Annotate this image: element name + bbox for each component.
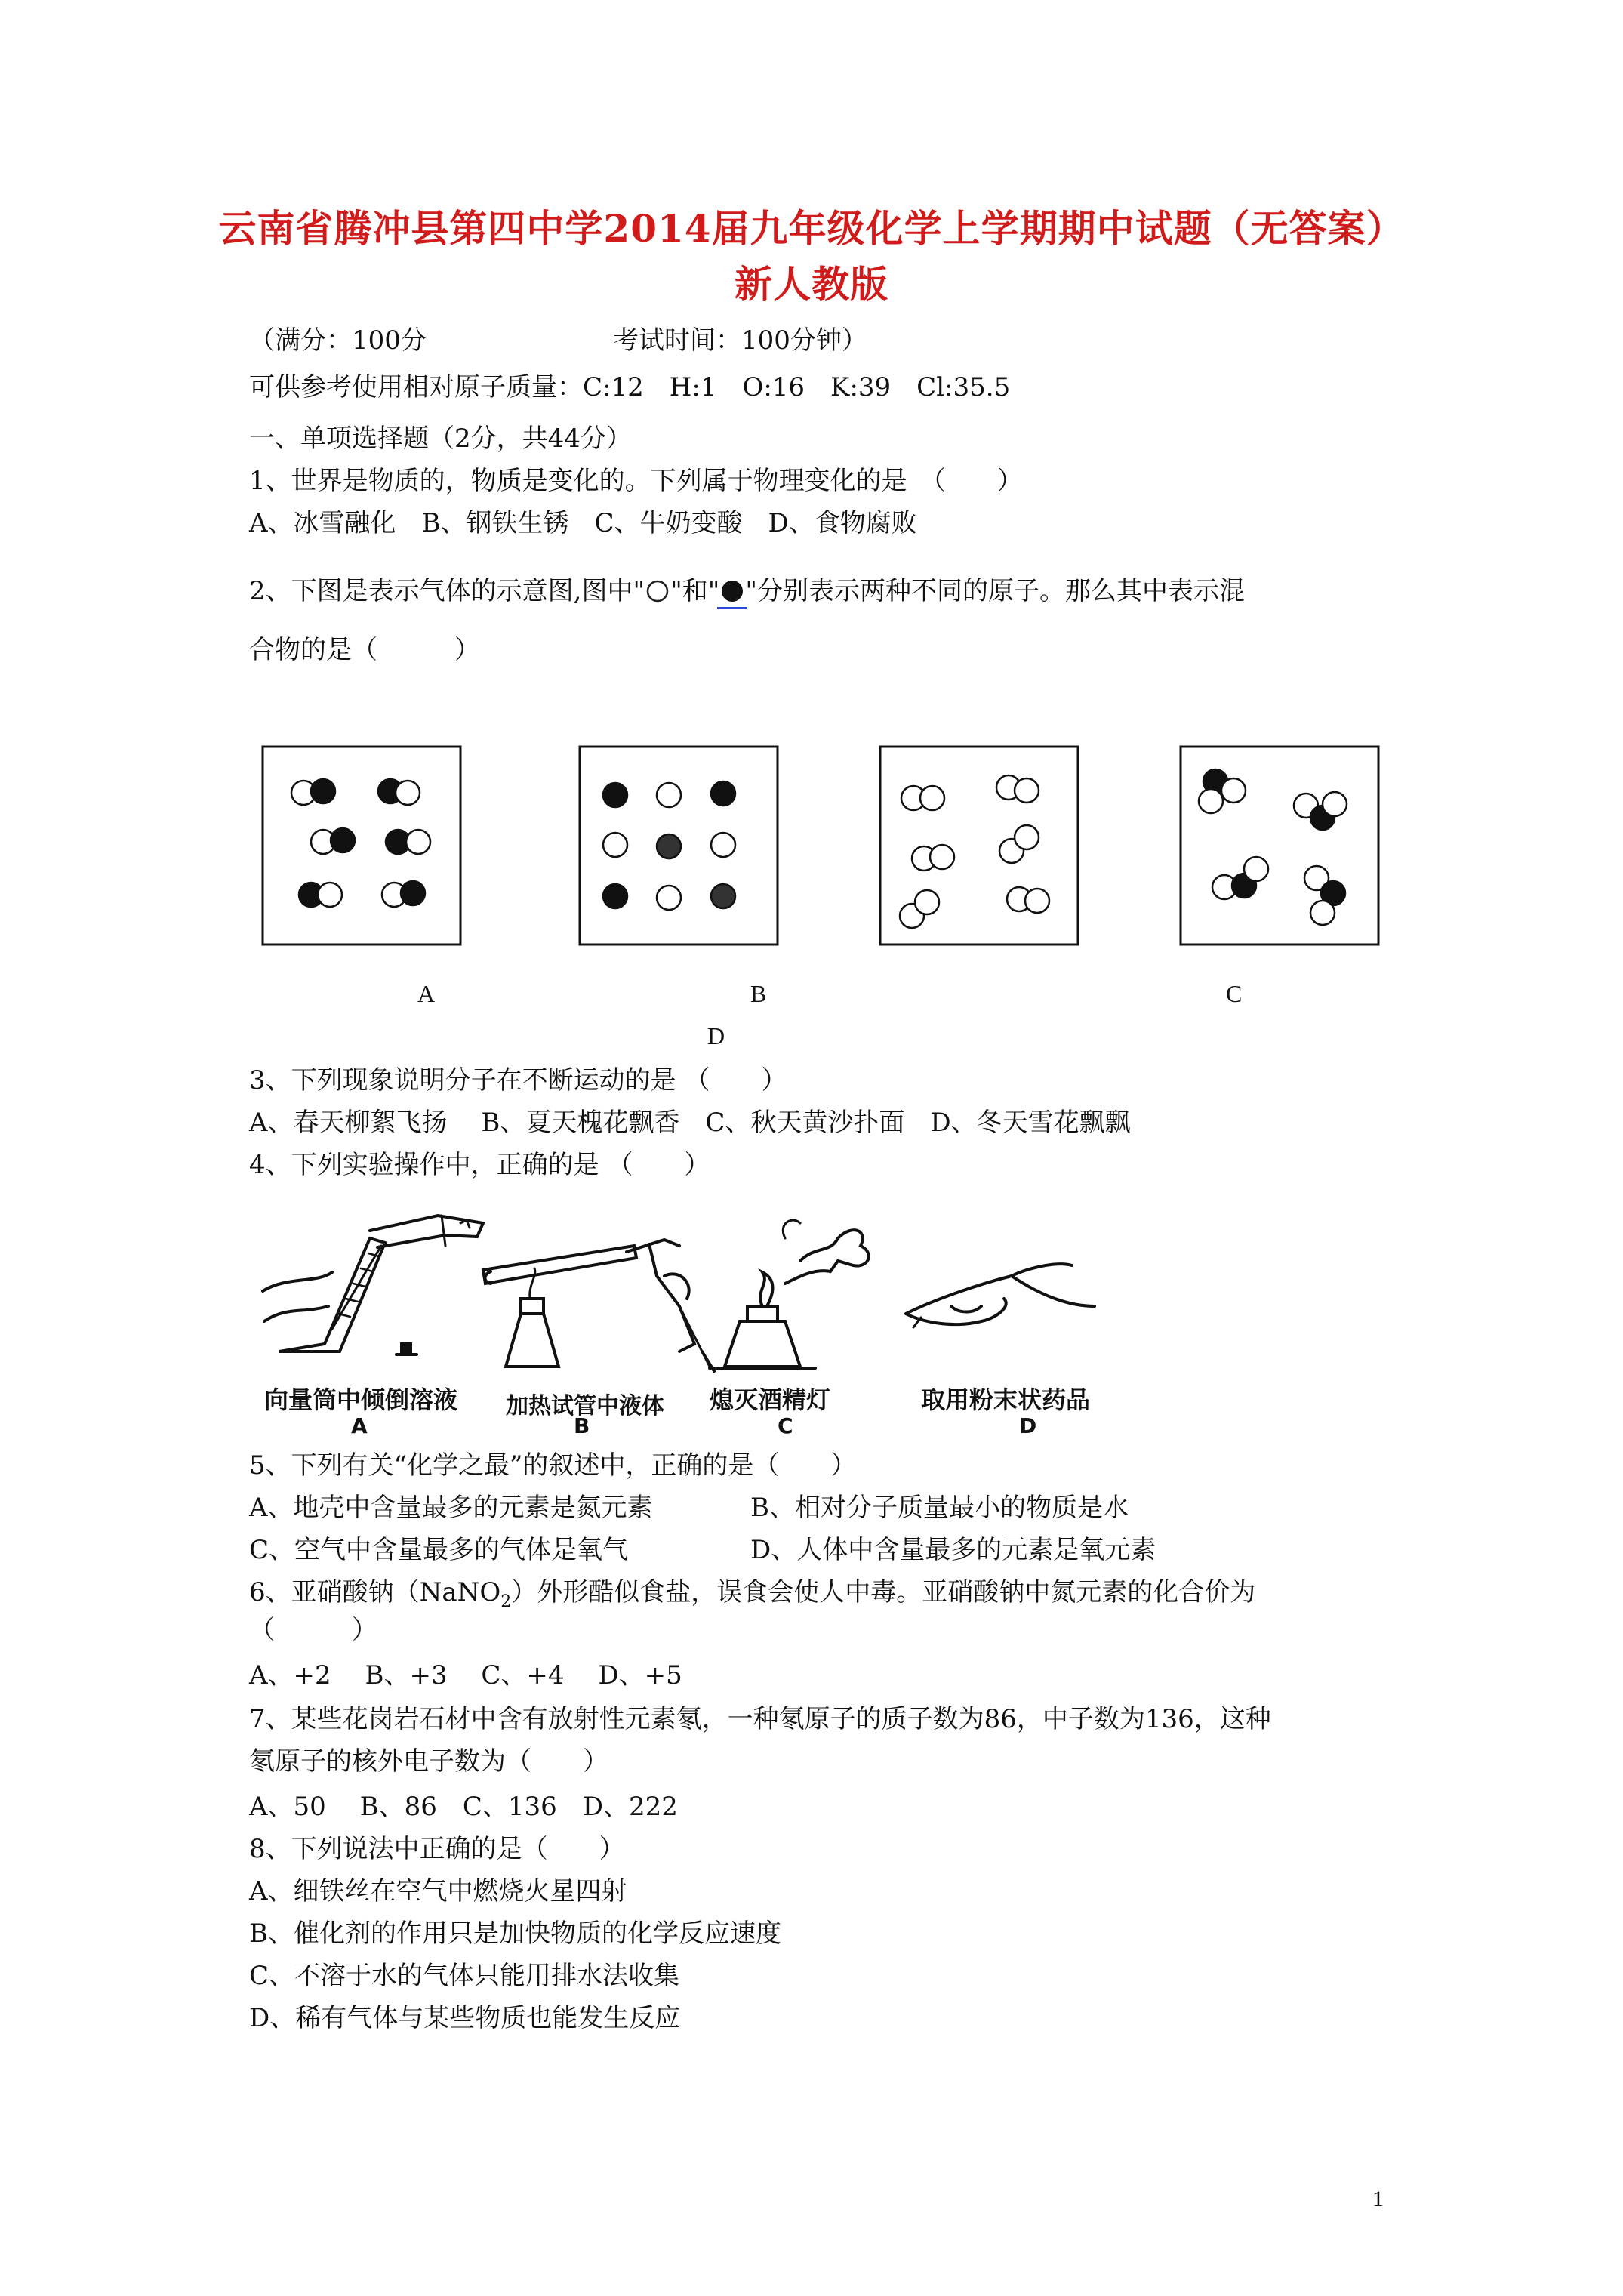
molecule-box-b — [580, 747, 778, 945]
q7-options: A、50 B、86 C、136 D、222 — [249, 1792, 678, 1822]
q5-option-a: A、地壳中含量最多的元素是氮元素 — [249, 1493, 653, 1523]
q7-stem-line2: 氡原子的核外电子数为（ ） — [249, 1746, 608, 1777]
q8-stem: 8、下列说法中正确的是（ ） — [249, 1834, 625, 1864]
exam-time: 考试时间：100分钟） — [613, 325, 867, 356]
q1-stem: 1、世界是物质的，物质是变化的。下列属于物理变化的是 （ ） — [249, 466, 1023, 496]
q5-stem: 5、下列有关“化学之最”的叙述中，正确的是（ ） — [249, 1450, 857, 1481]
q6-subscript: 2 — [500, 1592, 512, 1611]
q6-stem-line2: （ ） — [249, 1615, 377, 1645]
q2-stem-part2: "和" — [670, 576, 720, 606]
letter-a: A — [351, 1413, 368, 1435]
exam-subtitle: 新人教版 — [735, 262, 888, 307]
q3-stem: 3、下列现象说明分子在不断运动的是 （ ） — [249, 1065, 787, 1096]
page-number: 1 — [1372, 2187, 1384, 2211]
white-atom-icon — [645, 580, 670, 606]
q2-stem-part1: 2、下图是表示气体的示意图,图中" — [249, 576, 645, 606]
q3-options: A、春天柳絮飞扬 B、夏天槐花飘香 C、秋天黄沙扑面 D、冬天雪花飘飘 — [249, 1108, 1131, 1138]
molecule-box-d — [1181, 747, 1378, 945]
figure-label-c: C — [1226, 980, 1243, 1007]
q6-stem-part2: ）外形酷似食盐，误食会使人中毒。亚硝酸钠中氮元素的化合价为 — [511, 1577, 1256, 1607]
q8-option-a: A、细铁丝在空气中燃烧火星四射 — [249, 1876, 627, 1906]
letter-b: B — [574, 1413, 590, 1435]
q7-stem-line1: 7、某些花岗岩石材中含有放射性元素氡，一种氡原子的质子数为86，中子数为136，这种 — [249, 1704, 1271, 1734]
q8-option-d: D、稀有气体与某些物质也能发生反应 — [249, 2003, 681, 2033]
q5-option-b: B、相对分子质量最小的物质是水 — [750, 1493, 1129, 1523]
molecule-box-c — [880, 747, 1078, 945]
caption-d: 取用粉末状药品 — [921, 1385, 1091, 1414]
hand-powder-drawing — [906, 1264, 1095, 1327]
q6-stem — [249, 1575, 1255, 1620]
caption-c: 熄灭酒精灯 — [710, 1385, 831, 1414]
q1-options: A、冰雪融化 B、钢铁生锈 C、牛奶变酸 D、食物腐败 — [249, 508, 917, 538]
caption-b: 加热试管中液体 — [506, 1393, 664, 1419]
q5-option-c: C、空气中含量最多的气体是氧气 — [249, 1535, 629, 1565]
letter-d: D — [1019, 1413, 1037, 1435]
figure-label-b: B — [750, 980, 767, 1007]
full-score: （满分：100分 — [249, 325, 427, 356]
q8-option-c: C、不溶于水的气体只能用排水法收集 — [249, 1961, 680, 1991]
section-heading: 一、单项选择题（2分，共44分） — [249, 424, 632, 454]
pouring-cylinder-drawing — [263, 1216, 483, 1354]
figure-label-a: A — [417, 980, 436, 1007]
exam-title: 云南省腾冲县第四中学2014届九年级化学上学期期中试题（无答案） — [218, 206, 1405, 251]
operation-captions — [264, 1385, 1090, 1435]
letter-c: C — [778, 1413, 793, 1435]
q4-stem: 4、下列实验操作中，正确的是 （ ） — [249, 1150, 710, 1180]
caption-a: 向量筒中倾倒溶液 — [264, 1385, 458, 1414]
q2-stem-part3: "分别表示两种不同的原子。那么其中表示混 — [745, 576, 1245, 606]
q8-option-b: B、催化剂的作用只是加快物质的化学反应速度 — [249, 1918, 781, 1949]
molecule-diagrams — [257, 744, 1412, 948]
figure-label-d: D — [707, 1022, 725, 1049]
lab-operations-figure — [257, 1193, 1170, 1435]
black-atom-icon — [719, 580, 745, 606]
molecule-box-a — [263, 747, 460, 945]
q6-stem-part1: 6、亚硝酸钠（NaNO — [249, 1577, 501, 1607]
q6-options: A、+2 B、+3 C、+4 D、+5 — [249, 1660, 682, 1690]
atomic-masses: 可供参考使用相对原子质量：C:12 H:1 O:16 K:39 Cl:35.5 — [249, 372, 1011, 402]
alcohol-lamp-drawing — [710, 1220, 869, 1368]
q2-stem-line2: 合物的是（ ） — [249, 635, 480, 665]
heating-test-tube-drawing — [483, 1240, 714, 1371]
q2-stem — [249, 574, 1245, 609]
q5-option-d: D、人体中含量最多的元素是氧元素 — [750, 1535, 1156, 1565]
